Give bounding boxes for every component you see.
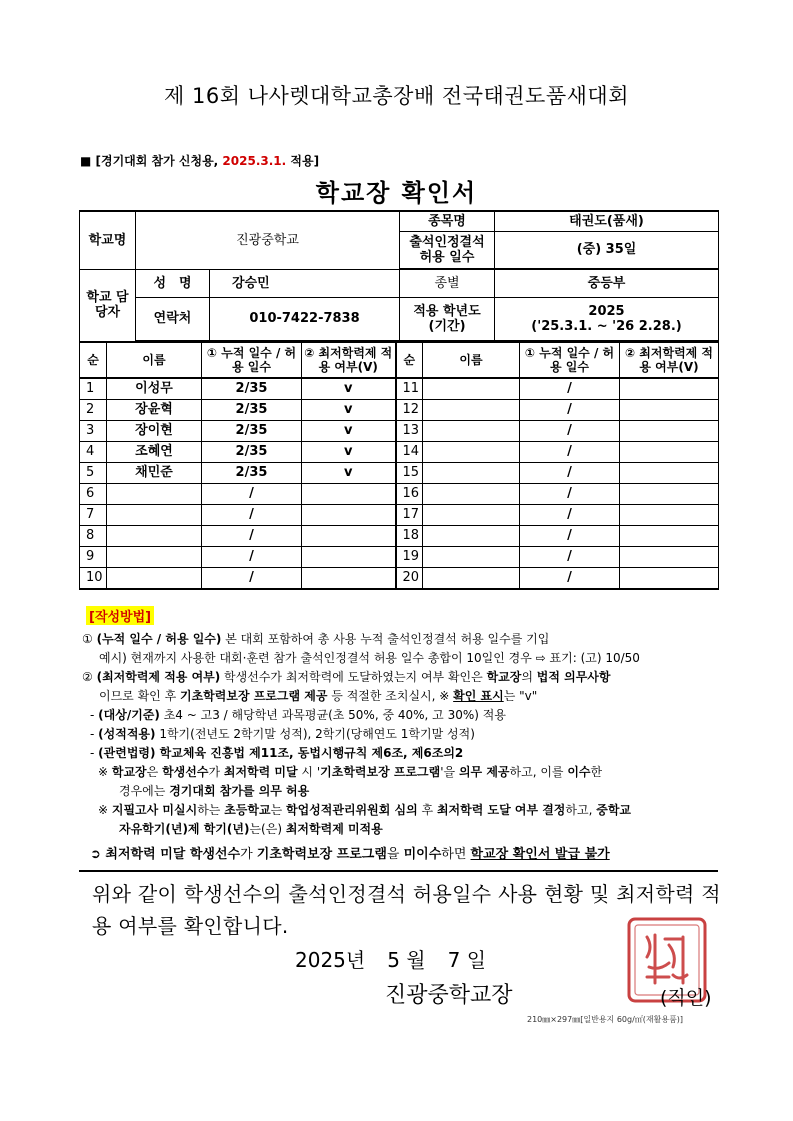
row-min xyxy=(620,378,719,400)
method-l10-h: 최저학력 도달 여부 결정 xyxy=(436,803,566,817)
row-min xyxy=(620,526,719,547)
method-l8-l: 이수 xyxy=(567,765,591,779)
method-l3-c: 학생선수가 최저학력에 도달하였는지 여부 확인은 xyxy=(220,670,487,684)
row-no: 9 xyxy=(80,547,107,568)
doc-label xyxy=(80,152,319,169)
school-value: 진광중학교 xyxy=(136,211,400,269)
name-value: 강승민 xyxy=(210,269,400,297)
method-l8-g: 시 ' xyxy=(297,765,321,779)
row-days: / xyxy=(520,547,620,568)
method-l3-d: 학교장 xyxy=(486,670,522,684)
absence-value: (중) 35일 xyxy=(495,231,719,269)
header-min-right: ② 최저학력제 적용 여부(V) xyxy=(620,343,719,379)
row-no: 4 xyxy=(80,442,107,463)
school-label: 학교명 xyxy=(80,211,136,269)
row-min xyxy=(620,484,719,505)
seal-label: (직인) xyxy=(660,987,712,1009)
method-l10-i: 하고, xyxy=(565,803,597,817)
header-no-left: 순 xyxy=(80,343,107,379)
row-days: / xyxy=(520,568,620,590)
method-l4-d: 확인 표시 xyxy=(453,689,504,703)
method-l10-a: ※ xyxy=(98,803,112,817)
row-days: / xyxy=(202,568,302,590)
row-days: 2/35 xyxy=(202,463,302,484)
table-row xyxy=(80,421,719,442)
row-no: 6 xyxy=(80,484,107,505)
row-min xyxy=(620,568,719,590)
contact-value: 010-7422-7838 xyxy=(210,297,400,341)
method-line-7 xyxy=(90,744,463,762)
row-name xyxy=(107,505,202,526)
row-name xyxy=(107,484,202,505)
notice-g: 학교장 확인서 발급 불가 xyxy=(470,847,610,862)
row-days: / xyxy=(520,484,620,505)
table-row xyxy=(80,526,719,547)
row-name xyxy=(423,547,520,568)
row-name xyxy=(423,526,520,547)
name-label: 성 명 xyxy=(136,269,210,297)
row-no: 3 xyxy=(80,421,107,442)
row-min xyxy=(302,547,396,568)
row-name: 이성무 xyxy=(107,378,202,400)
method-l4-b: 기초학력보장 프로그램 제공 xyxy=(180,689,328,703)
header-days-right: ① 누적 일수 / 허용 일수 xyxy=(520,343,620,379)
info-table xyxy=(79,210,719,342)
date-year: 2025년 xyxy=(295,948,366,972)
row-min xyxy=(620,400,719,421)
row-no: 8 xyxy=(80,526,107,547)
table-row xyxy=(80,442,719,463)
method-line-11 xyxy=(119,820,383,838)
method-l8-m: 한 xyxy=(590,765,603,779)
method-l10-c: 하는 xyxy=(197,803,225,817)
row-no: 20 xyxy=(396,568,423,590)
event-title: 제 16회 나사렛대학교총장배 전국태권도품새대회 xyxy=(164,84,629,108)
method-l10-j: 중학교 xyxy=(596,803,632,817)
method-l8-b: 학교장 xyxy=(111,765,147,779)
method-l3-f: 법적 의무사항 xyxy=(536,670,611,684)
row-min: v xyxy=(302,400,396,421)
row-min xyxy=(620,505,719,526)
contact-label: 연락처 xyxy=(136,297,210,341)
method-line-8 xyxy=(98,763,602,781)
method-l8-h: 기초학력보장 프로그램 xyxy=(320,765,441,779)
principal-name: 진광중학교장 xyxy=(385,983,513,1008)
row-days: / xyxy=(520,378,620,400)
table-row xyxy=(80,568,719,590)
method-l8-j: 의무 제공 xyxy=(458,765,510,779)
doc-label-date: 2025.3.1. xyxy=(222,154,287,168)
row-min: v xyxy=(302,463,396,484)
method-l9-b: 경기대회 참가를 의무 허용 xyxy=(169,784,310,798)
header-no-right: 순 xyxy=(396,343,423,379)
event-type-label: 종목명 xyxy=(400,211,495,231)
row-name: 조혜연 xyxy=(107,442,202,463)
row-no: 18 xyxy=(396,526,423,547)
method-l8-f: 최저학력 미달 xyxy=(223,765,298,779)
row-days: 2/35 xyxy=(202,442,302,463)
row-days: 2/35 xyxy=(202,378,302,400)
method-l1-b: (누적 일수 / 허용 일수) xyxy=(96,632,222,646)
doc-label-suffix: 적용] xyxy=(286,154,320,168)
method-l8-i: '을 xyxy=(440,765,459,779)
method-l11-a: 자유학기(년)제 학기(년) xyxy=(119,822,250,836)
table-row xyxy=(80,378,719,400)
confirm-text: 위와 같이 학생선수의 출석인정결석 허용일수 사용 현황 및 최저학력 적용 여부를 확인합니다. xyxy=(92,882,721,938)
row-no: 19 xyxy=(396,547,423,568)
row-name xyxy=(423,421,520,442)
header-name-right: 이름 xyxy=(423,343,520,379)
row-name xyxy=(423,505,520,526)
row-min xyxy=(302,484,396,505)
row-min xyxy=(620,547,719,568)
method-l10-b: 지필고사 미실시 xyxy=(111,803,198,817)
notice-f: 하면 xyxy=(441,847,471,862)
method-l10-e: 는 xyxy=(270,803,286,817)
row-no: 10 xyxy=(80,568,107,590)
notice-c: 기초학력보장 프로그램 xyxy=(256,847,387,862)
row-min: v xyxy=(302,421,396,442)
row-name xyxy=(423,400,520,421)
method-l8-a: ※ xyxy=(98,765,112,779)
row-no: 7 xyxy=(80,505,107,526)
method-l6-c: 1학기(전년도 2학기말 성적), 2학기(당해연도 1학기말 성적) xyxy=(155,727,475,741)
row-min xyxy=(620,421,719,442)
header-min-left: ② 최저학력제 적용 여부(V) xyxy=(302,343,396,379)
row-days: / xyxy=(520,400,620,421)
method-l6-a: - xyxy=(90,727,99,741)
row-no: 17 xyxy=(396,505,423,526)
row-days: / xyxy=(520,463,620,484)
method-l8-k: 하고, 이를 xyxy=(509,765,568,779)
row-min xyxy=(302,526,396,547)
method-l3-a: ② xyxy=(82,670,97,684)
method-l5-a: - xyxy=(90,708,99,722)
row-name: 장이현 xyxy=(107,421,202,442)
method-l9-a: 경우에는 xyxy=(119,784,170,798)
method-l8-c: 은 xyxy=(146,765,163,779)
row-days: / xyxy=(520,421,620,442)
row-min: v xyxy=(302,378,396,400)
divider xyxy=(79,870,718,872)
table-row xyxy=(80,547,719,568)
category-label: 종별 xyxy=(400,269,495,297)
row-days: / xyxy=(202,505,302,526)
notice-line xyxy=(90,843,610,862)
row-no: 15 xyxy=(396,463,423,484)
method-l8-e: 가 xyxy=(208,765,224,779)
row-days: / xyxy=(520,526,620,547)
row-name: 장윤혁 xyxy=(107,400,202,421)
doc-label-prefix: ■ [경기대회 참가 신청용, xyxy=(80,154,223,168)
row-no: 16 xyxy=(396,484,423,505)
method-l11-c: 최저학력제 미적용 xyxy=(285,822,383,836)
notice-d: 을 xyxy=(386,847,404,862)
method-l4-a: 이므로 확인 후 xyxy=(99,689,180,703)
method-l10-g: 후 xyxy=(417,803,437,817)
row-days: / xyxy=(202,484,302,505)
row-min xyxy=(620,463,719,484)
date-day: 7 일 xyxy=(447,948,487,972)
row-no: 2 xyxy=(80,400,107,421)
method-l10-d: 초등학교 xyxy=(224,803,271,817)
method-line-3 xyxy=(82,668,611,686)
row-min: v xyxy=(302,442,396,463)
year-cell xyxy=(495,297,719,341)
method-l4-e: 는 "v" xyxy=(503,689,538,703)
row-name xyxy=(423,463,520,484)
method-line-9 xyxy=(119,782,309,800)
method-l7-a: - xyxy=(90,746,99,760)
table-row xyxy=(80,463,719,484)
method-line-1 xyxy=(82,630,549,648)
method-line-5 xyxy=(90,706,506,724)
table-row xyxy=(80,505,719,526)
row-days: / xyxy=(520,505,620,526)
method-line-4 xyxy=(99,687,537,705)
row-name xyxy=(107,547,202,568)
arrow-icon: ➲ xyxy=(90,847,101,862)
row-no: 1 xyxy=(80,378,107,400)
method-line-6 xyxy=(90,725,475,743)
row-name xyxy=(107,526,202,547)
method-l7-c: 학교체육 진흥법 제11조, 동법시행규칙 제6조, 제6조의2 xyxy=(155,746,464,760)
method-l3-b: (최저학력제 적용 여부) xyxy=(96,670,221,684)
row-no: 11 xyxy=(396,378,423,400)
row-days: 2/35 xyxy=(202,400,302,421)
row-min xyxy=(302,505,396,526)
year-label: 적용 학년도 (기간) xyxy=(400,297,495,341)
row-min xyxy=(302,568,396,590)
year-value: 2025 xyxy=(588,303,625,319)
method-l10-f: 학업성적관리위원회 심의 xyxy=(286,803,418,817)
method-l5-c: 초4 ~ 고3 / 해당학년 과목평균(초 50%, 중 40%, 고 30%) 적용 xyxy=(159,708,506,722)
row-days: / xyxy=(202,526,302,547)
row-no: 12 xyxy=(396,400,423,421)
roster-table xyxy=(79,342,719,590)
notice-e: 미이수 xyxy=(403,847,442,862)
notice-b: 가 xyxy=(240,847,257,862)
method-l4-c: 등 적절한 조치실시, ※ xyxy=(327,689,454,703)
date-month: 5 월 xyxy=(387,948,426,972)
paper-note: 210㎜×297㎜[일반용지 60g/㎡(재활용품)] xyxy=(527,1015,684,1024)
row-no: 5 xyxy=(80,463,107,484)
method-l6-b: (성적적용) xyxy=(98,727,156,741)
category-value: 중등부 xyxy=(495,269,719,297)
method-l5-b: (대상/기준) xyxy=(98,708,160,722)
method-l3-e: 의 xyxy=(521,670,537,684)
manager-label: 학교 담당자 xyxy=(80,269,136,341)
header-name-left: 이름 xyxy=(107,343,202,379)
row-days: / xyxy=(202,547,302,568)
row-name xyxy=(423,442,520,463)
table-row xyxy=(80,484,719,505)
table-row xyxy=(80,400,719,421)
row-name xyxy=(107,568,202,590)
row-name xyxy=(423,484,520,505)
method-l8-d: 학생선수 xyxy=(162,765,209,779)
method-l1-a: ① xyxy=(82,632,97,646)
date-line xyxy=(295,944,508,973)
row-name xyxy=(423,568,520,590)
method-l7-b: (관련법령) xyxy=(98,746,156,760)
method-line-2: 예시) 현재까지 사용한 대회·훈련 참가 출석인정결석 허용 일수 총합이 10일인 경우 ⇨ 표기: (고) 10/50 xyxy=(99,651,640,665)
row-name xyxy=(423,378,520,400)
method-l11-b: 는(은) xyxy=(249,822,286,836)
year-period: ('25.3.1. ~ '26 2.28.) xyxy=(531,318,682,334)
doc-title: 학교장 확인서 xyxy=(315,179,478,207)
absence-label: 출석인정결석 허용 일수 xyxy=(400,231,495,269)
header-days-left: ① 누적 일수 / 허용 일수 xyxy=(202,343,302,379)
method-title: [작성방법] xyxy=(86,606,154,625)
row-min xyxy=(620,442,719,463)
notice-a: 최저학력 미달 학생선수 xyxy=(100,847,241,862)
method-line-10 xyxy=(98,801,631,819)
row-days: 2/35 xyxy=(202,421,302,442)
row-no: 14 xyxy=(396,442,423,463)
row-days: / xyxy=(520,442,620,463)
method-l1-c: 본 대회 포함하여 총 사용 누적 출석인정결석 허용 일수를 기입 xyxy=(221,632,550,646)
row-name: 채민준 xyxy=(107,463,202,484)
event-type-value: 태권도(품새) xyxy=(495,211,719,231)
row-no: 13 xyxy=(396,421,423,442)
